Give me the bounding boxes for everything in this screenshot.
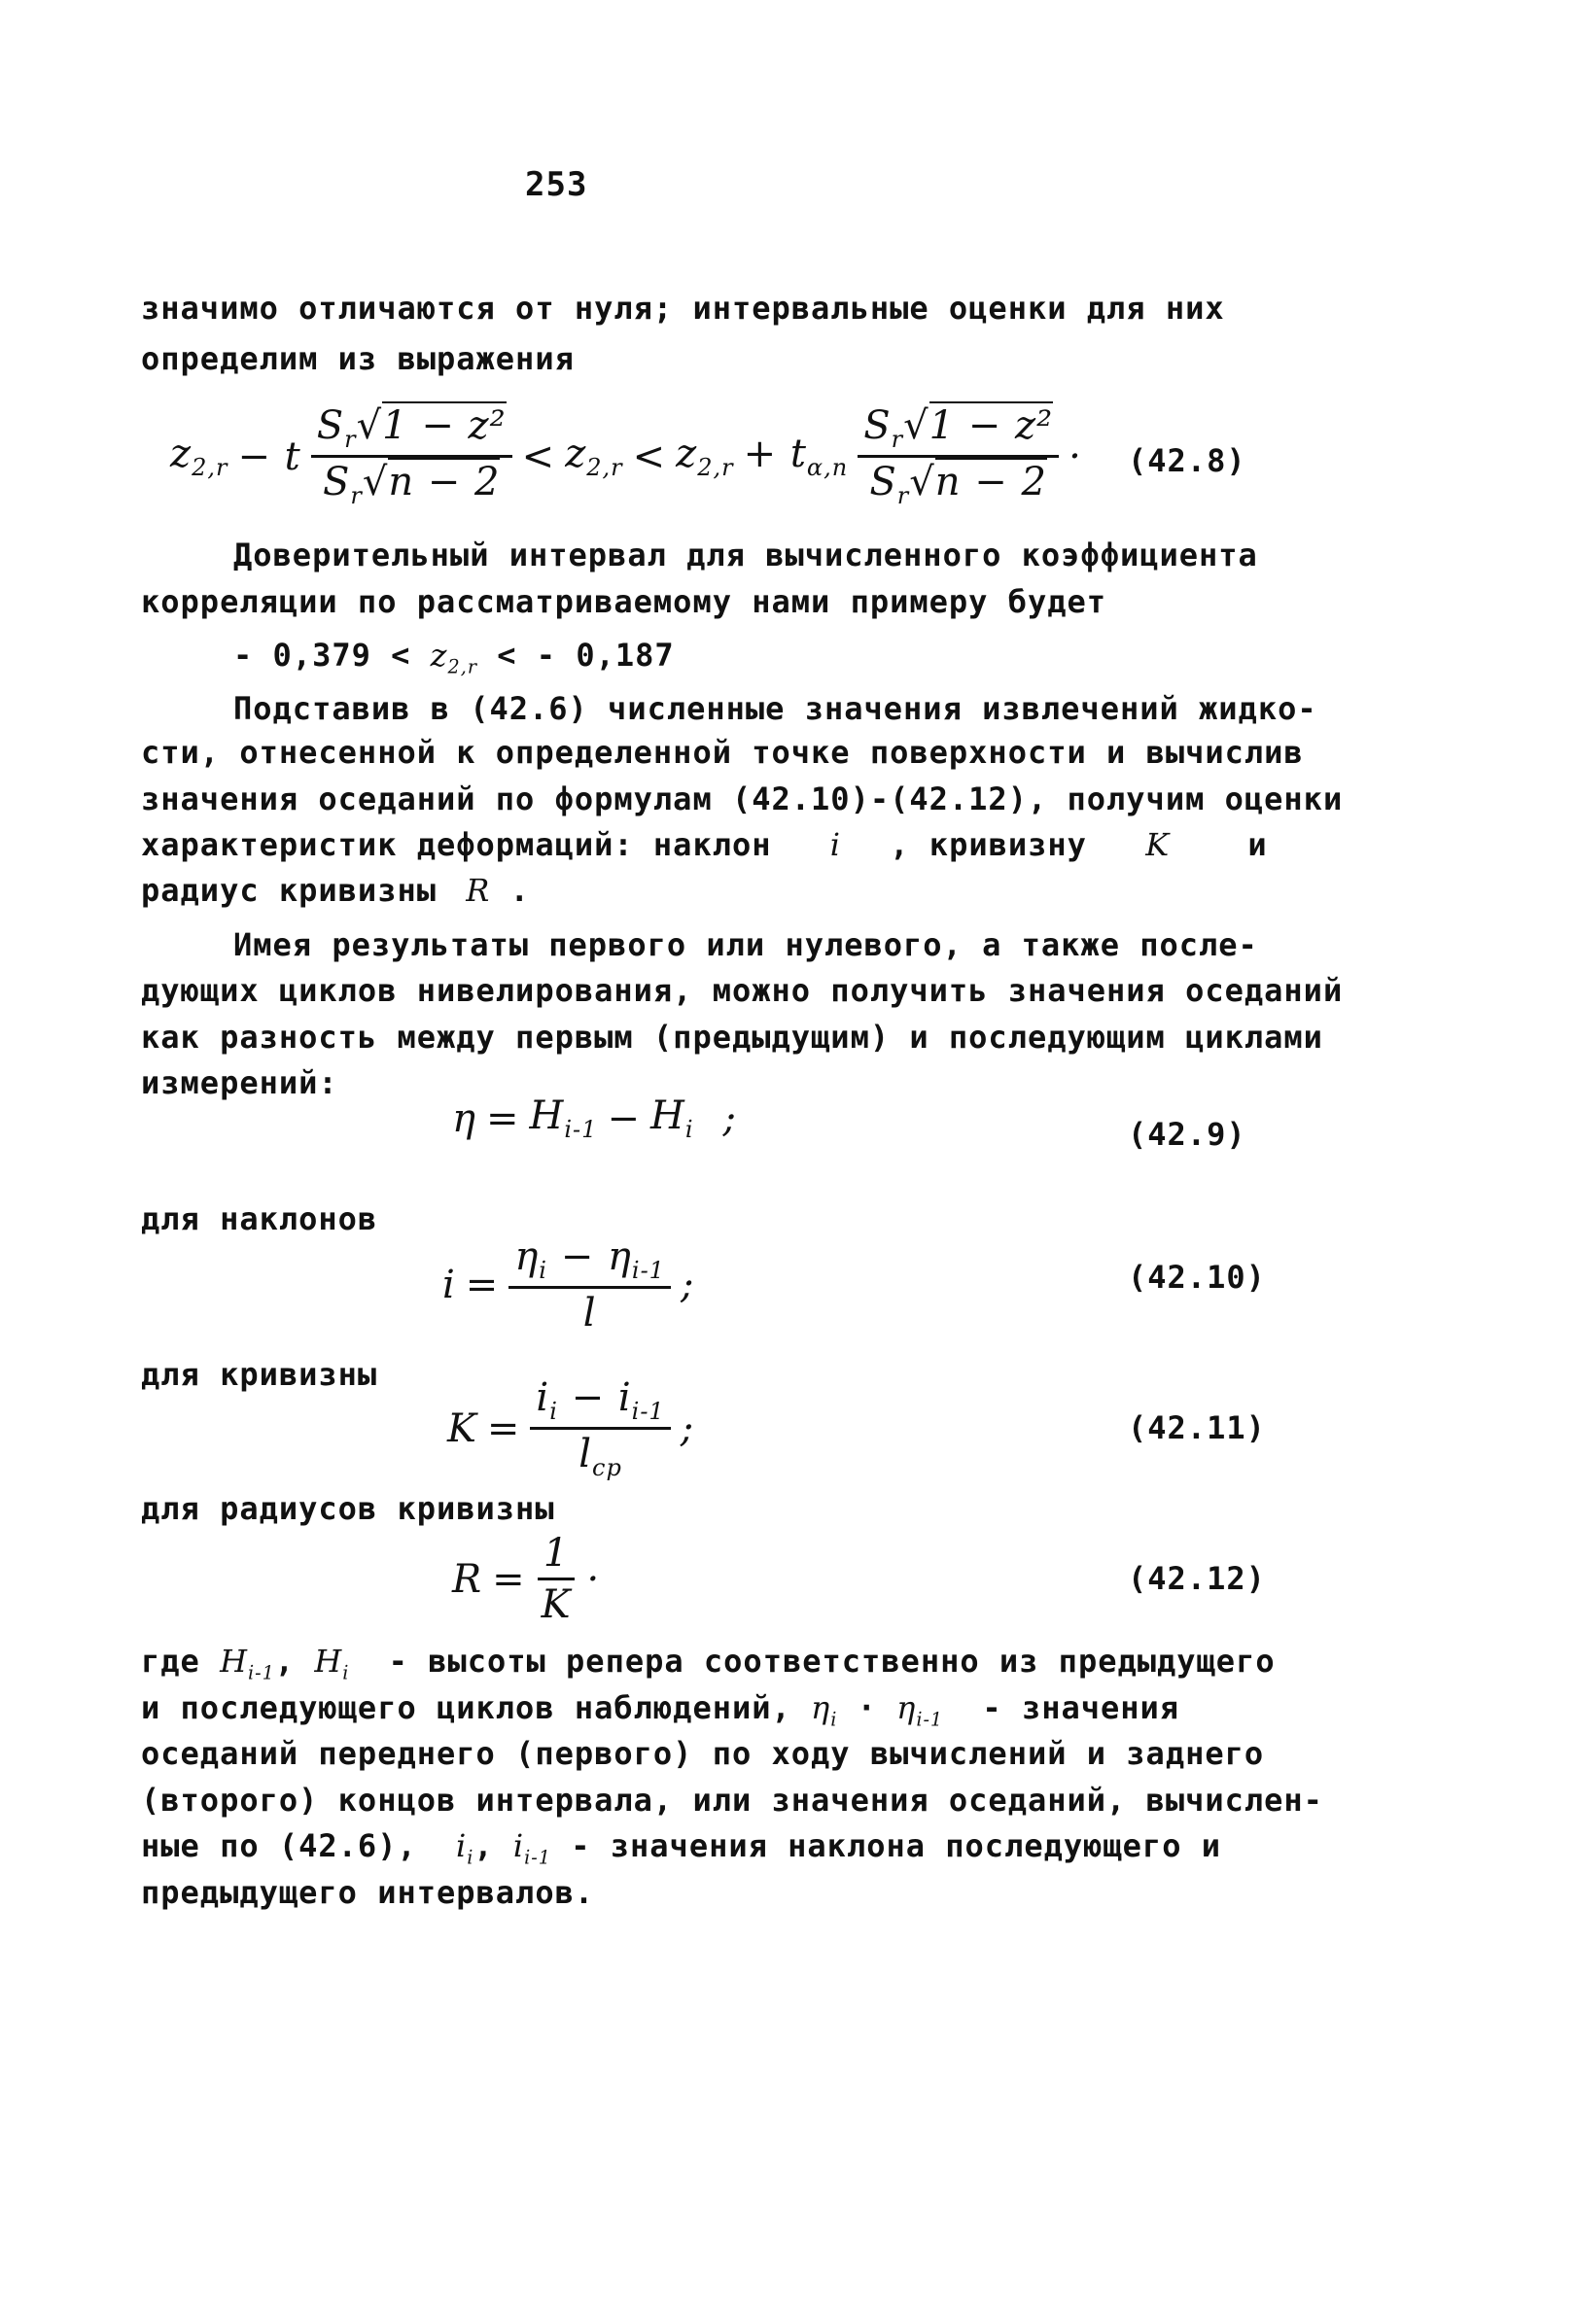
equation-label: для наклонов: [141, 1200, 378, 1237]
paragraph-line: значения оседаний по формулам (42.10)-(42.12), получим оценки: [141, 780, 1344, 817]
equation-number: (42.12): [1128, 1560, 1266, 1597]
paragraph-line: и последующего циклов наблюдений, $\eta_i \cdot \eta_{i-1}$ - значения: [141, 1689, 1180, 1731]
equation-42-10: i = $\frac{\eta_i - \eta_{i-1}}{l}$ ;: [442, 1234, 695, 1335]
paragraph-line: (второго) концов интервала, или значения оседаний, вычислен-: [141, 1782, 1323, 1819]
paragraph-line: сти, отнесенной к определенной точке поверхности и вычислив: [141, 734, 1304, 771]
paragraph-line: значимо отличаются от нуля; интервальные оценки для них: [141, 290, 1225, 327]
equation-42-8: $z_{2,r}$ − t $\frac{S_r√1 - z^2}{S_r√n - 2}$ < $z_{2,r}$ < $z_{2,r}$ + $t_{\alpha,n}$ $\frac{S_r√1 - z^2}{S_r√n - 2}$ ·: [170, 403, 1082, 509]
fraction: $\frac{S_r√1 - z^2}{S_r√n - 2}$: [858, 403, 1059, 509]
equation-label: для радиусов кривизны: [141, 1490, 555, 1527]
page-number: 253: [525, 165, 588, 204]
equation-42-9: η = $H_{i-1}$ − $H_i$ ;: [452, 1093, 738, 1143]
fraction: $\frac{i_i - i_{i-1}}{l_{ср}}$: [530, 1375, 670, 1481]
paragraph-line: корреляции по рассматриваемому нами примеру будет: [141, 583, 1107, 620]
fraction: $\frac{S_r√1 - z^2}{S_r√n - 2}$: [311, 403, 512, 509]
fraction: $\frac{1}{K}$: [536, 1531, 578, 1627]
paragraph-line: где $H_{i-1}$, $H_i$ - высоты репера соответственно из предыдущего: [141, 1643, 1276, 1684]
equation-number: (42.8): [1128, 442, 1246, 479]
paragraph-line: предыдущего интервалов.: [141, 1874, 595, 1911]
equation-label: для кривизны: [141, 1356, 378, 1393]
paragraph-line: Имея результаты первого или нулевого, а также после-: [233, 926, 1258, 963]
equation-42-12: R = $\frac{1}{K}$ ·: [452, 1531, 601, 1627]
paragraph-line: ные по (42.6), $i_i$, $i_{i-1}$ - значения наклона последующего и: [141, 1827, 1221, 1869]
paragraph-line: оседаний переднего (первого) по ходу вычислений и заднего: [141, 1735, 1265, 1772]
fraction: $\frac{\eta_i - \eta_{i-1}}{l}$: [508, 1234, 671, 1335]
paragraph-line: характеристик деформаций: наклон i , кривизну K и: [141, 826, 1268, 863]
paragraph-line: радиус кривизны R .: [141, 872, 530, 909]
paragraph-line: Доверительный интервал для вычисленного коэффициента: [233, 537, 1258, 573]
equation-42-11: K = $\frac{i_i - i_{i-1}}{l_{ср}}$ ;: [447, 1375, 695, 1481]
paragraph-line: дующих циклов нивелирования, можно получить значения оседаний: [141, 972, 1344, 1009]
equation-number: (42.11): [1128, 1409, 1266, 1446]
equation-number: (42.10): [1128, 1259, 1266, 1296]
paragraph-line: как разность между первым (предыдущим) и последующим циклами: [141, 1019, 1323, 1056]
paragraph-line: определим из выражения: [141, 340, 575, 377]
paragraph-line: измерений:: [141, 1064, 338, 1101]
paragraph-line: Подставив в (42.6) численные значения извлечений жидко-: [233, 690, 1317, 727]
interval-line: - $0,379 < z_{2,r}$ < - 0,187: [233, 637, 675, 678]
equation-number: (42.9): [1128, 1116, 1246, 1153]
